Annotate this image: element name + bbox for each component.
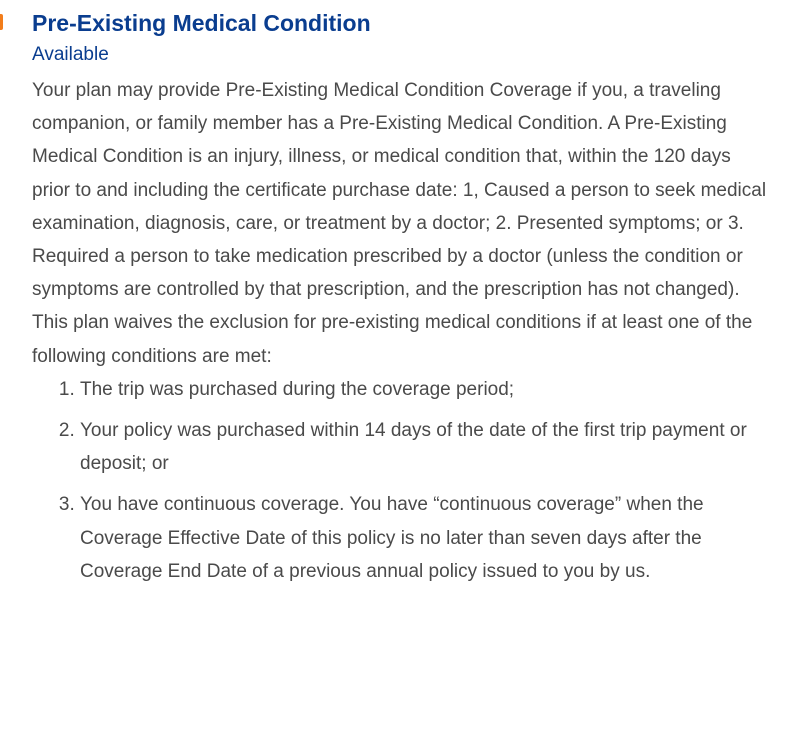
list-item: 1. The trip was purchased during the coverage period; — [80, 373, 772, 406]
waiver-conditions-list — [32, 373, 772, 588]
coverage-description: Your plan may provide Pre-Existing Medical Condition Coverage if you, a traveling companion, or family member has a Pre-Existing Medical Condition. A Pre-Existing Medical Condition is an injury, illness, or medical condition that, within the 120 days prior to and including the certificate purchase date: 1, Caused a person to seek medical examination, diagnosis, care, or treatment by a doctor; 2. Presented symptoms; or 3. Required a person to take medication prescribed by a doctor (unless the condition or symptoms are controlled by that prescription, and the prescription has not changed). — [32, 80, 767, 301]
coverage-section — [32, 6, 772, 596]
section-accent-bar — [0, 14, 3, 30]
waiver-intro: This plan waives the exclusion for pre-existing medical conditions if at least one of the following conditions are met: — [32, 312, 753, 367]
list-item: 2. Your policy was purchased within 14 days of the date of the first trip payment or deposit; or — [80, 414, 772, 480]
section-title: Pre-Existing Medical Condition — [32, 10, 371, 36]
availability-status: Available — [32, 44, 109, 65]
list-item: 3. You have continuous coverage. You have “continuous coverage” when the Coverage Effective Date of this policy is no later than seven days after the Coverage End Date of a previous annual policy issued to you by us. — [80, 488, 772, 588]
